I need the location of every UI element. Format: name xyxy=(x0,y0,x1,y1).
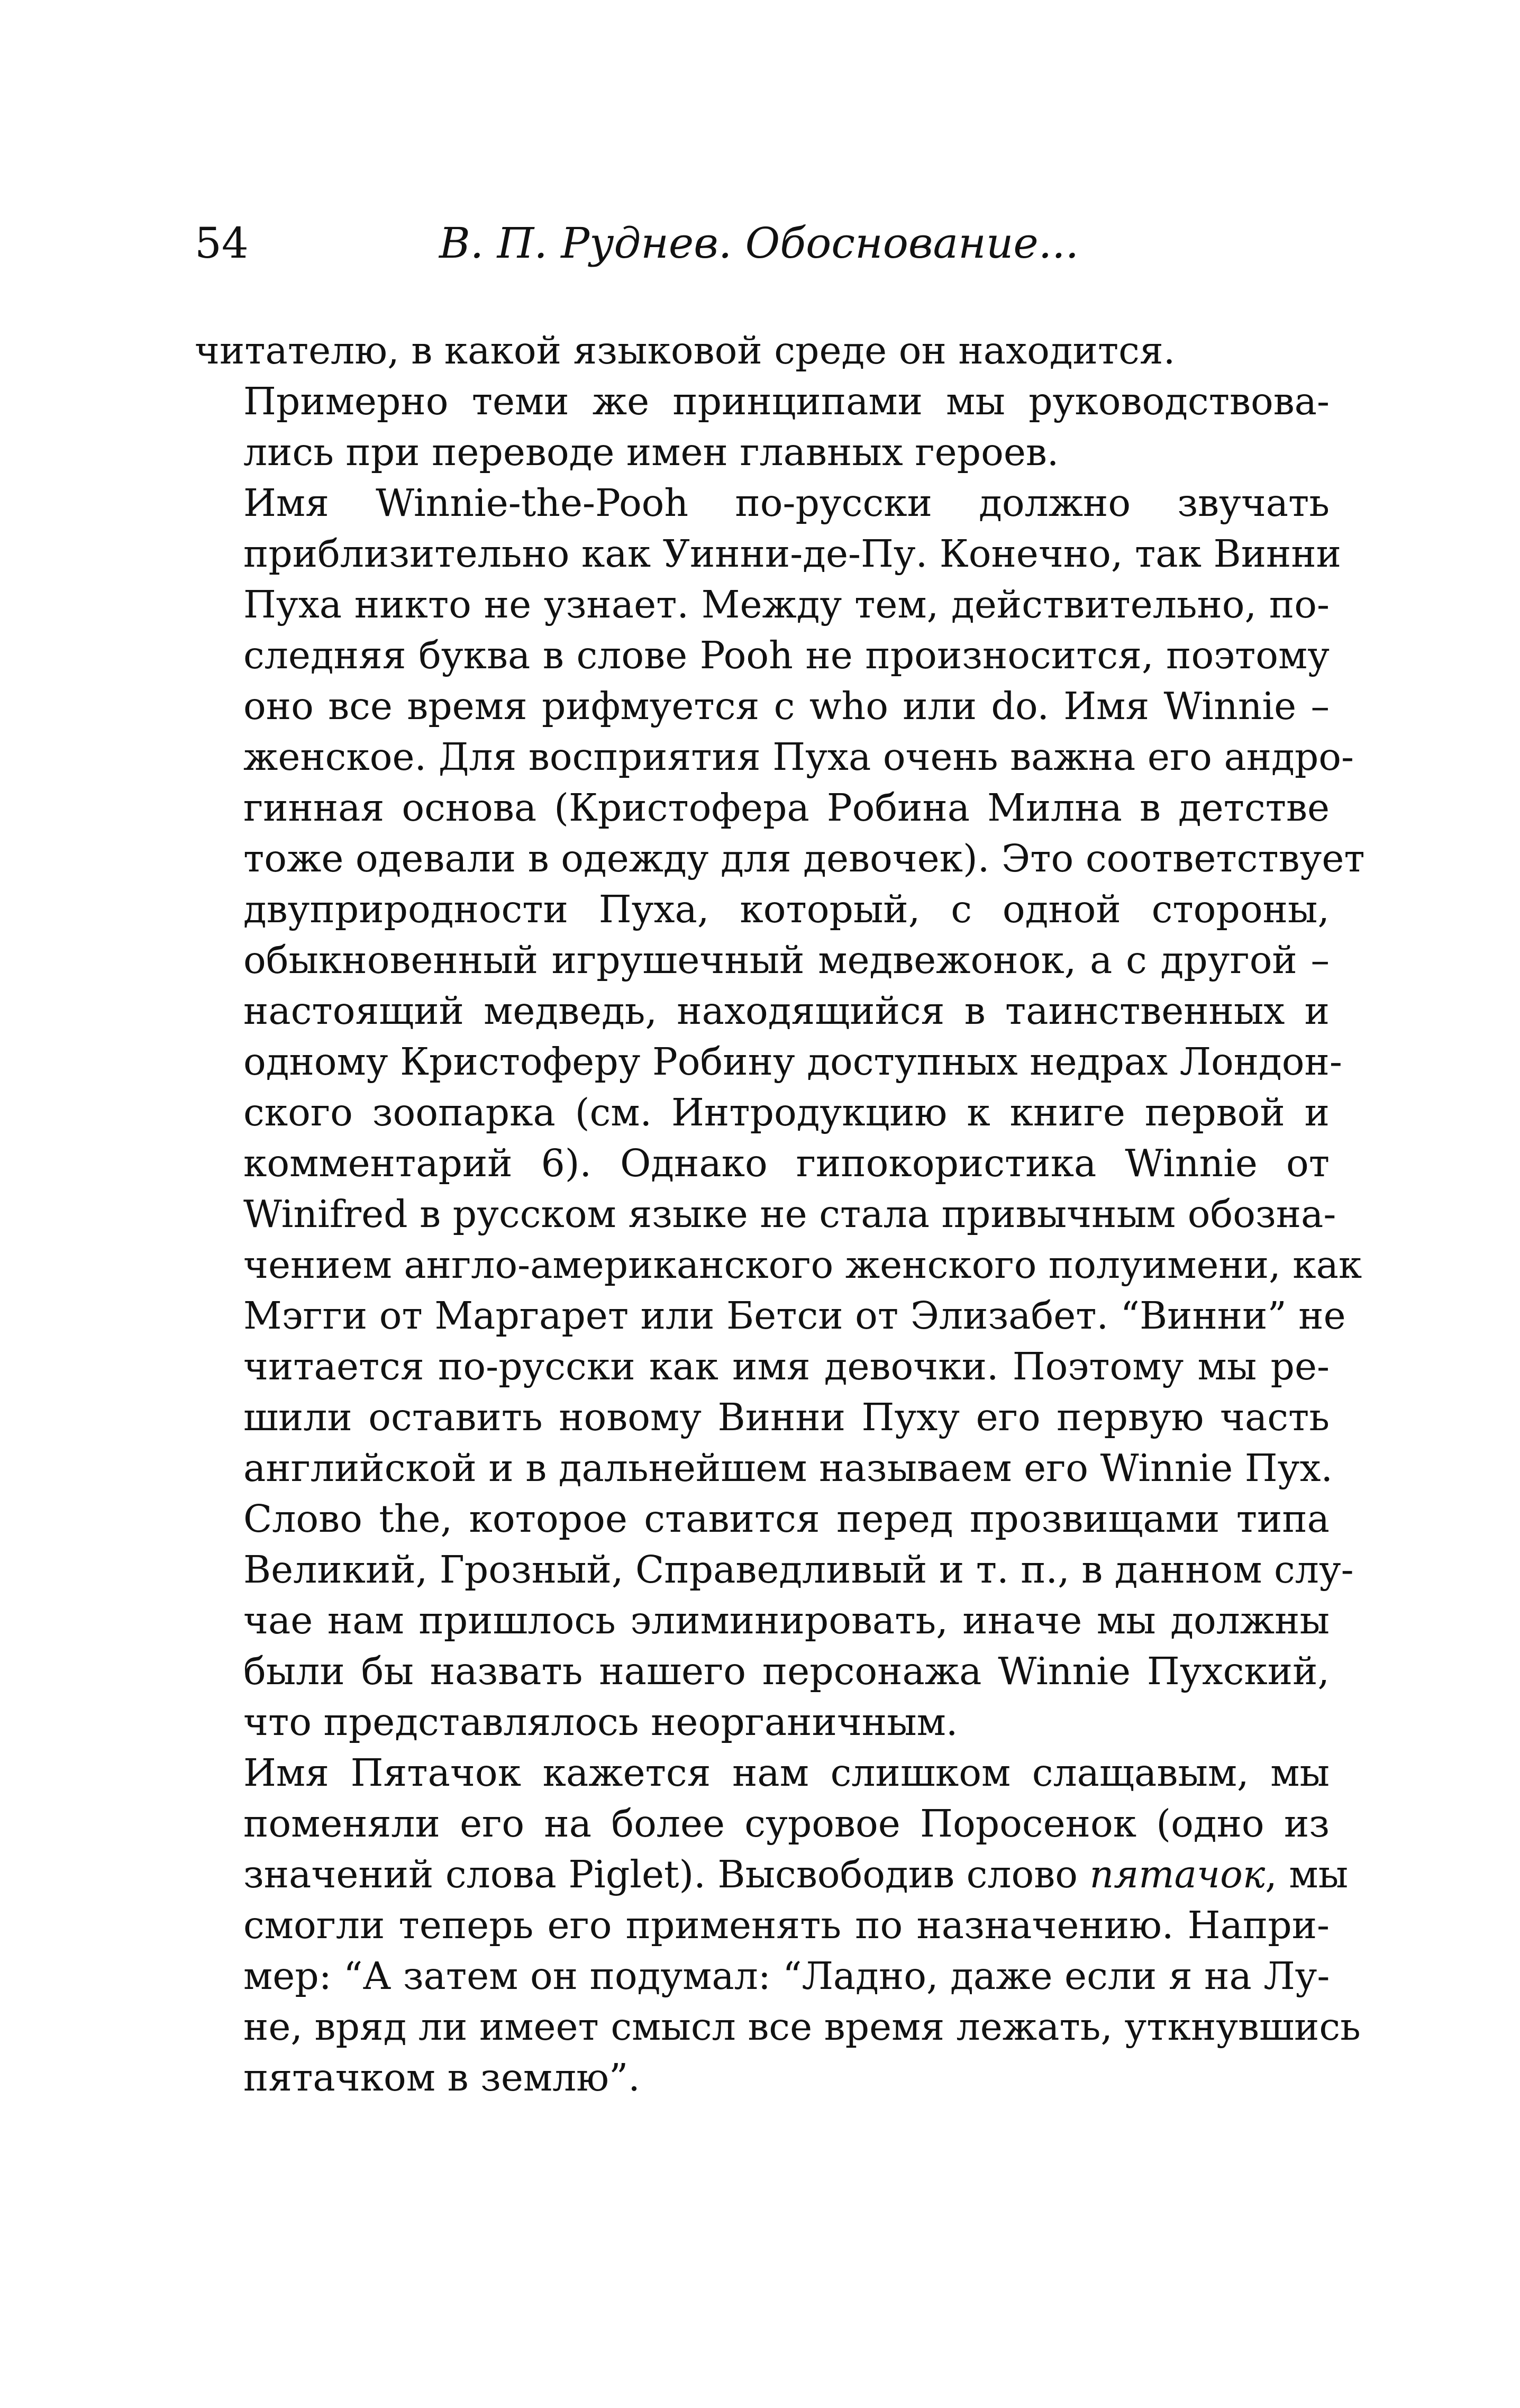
text-line: Слово the, которое ставится перед прозвищами типа xyxy=(243,1497,1330,1541)
text-line: приблизительно как Уинни-де-Пу. Конечно, так Винни xyxy=(243,532,1341,576)
text-line: одному Кристоферу Робину доступных недрах Лондон- xyxy=(243,1040,1342,1084)
text-line: поменяли его на более суровое Поросенок (одно из xyxy=(243,1802,1330,1846)
text-line: двуприродности Пуха, который, с одной стороны, xyxy=(243,887,1330,931)
paragraph-principles xyxy=(195,376,1330,478)
text-line: английской и в дальнейшем называем его Winnie Пух. xyxy=(243,1446,1333,1490)
text-segment: , мы xyxy=(1265,1852,1349,1896)
text-line: комментарий 6). Однако гипокористика Winnie от xyxy=(243,1141,1330,1185)
text-line: гинная основа (Кристофера Робина Милна в детстве xyxy=(243,786,1330,830)
text-line: пятачком в землю”. xyxy=(243,2056,640,2100)
text-line: читается по-русски как имя девочки. Поэтому мы ре- xyxy=(243,1344,1330,1388)
text-line: Winifred в русском языке не стала привычным обозна- xyxy=(243,1192,1336,1236)
text-line: что представлялось неорганичным. xyxy=(243,1700,958,1744)
text-line xyxy=(195,1849,1349,1900)
text-line: мер: “А затем он подумал: “Ладно, даже если я на Лу- xyxy=(243,1954,1330,1998)
text-line: ского зоопарка (см. Интродукцию к книге первой и xyxy=(243,1091,1330,1134)
paragraph-winnie-name xyxy=(195,478,1365,1748)
text-segment: значений слова Piglet). Высвободив слово xyxy=(243,1852,1090,1896)
page-header xyxy=(0,209,1520,283)
text-line: Имя Winnie-the-Pooh по-русски должно звучать xyxy=(243,481,1330,525)
paragraph-continuation xyxy=(195,325,1330,376)
text-line: Примерно теми же принципами мы руководствова- xyxy=(243,379,1330,423)
text-line: не, вряд ли имеет смысл все время лежать, уткнувшись xyxy=(243,2005,1361,2049)
text-line: тоже одевали в одежду для девочек). Это соответствует xyxy=(243,837,1365,880)
text-line: женское. Для восприятия Пуха очень важна его андро- xyxy=(243,735,1354,779)
text-line: чае нам пришлось элиминировать, иначе мы должны xyxy=(243,1598,1330,1642)
text-line: чением англо-американского женского полуимени, как xyxy=(243,1243,1362,1287)
paragraph-piglet-name xyxy=(195,1748,1361,2103)
text-line: настоящий медведь, находящийся в таинственных и xyxy=(243,989,1330,1033)
text-line: оно все время рифмуется с who или do. Имя Winnie – xyxy=(243,684,1330,728)
running-title: В. П. Руднев. Обоснование... xyxy=(439,219,1079,268)
text-line: смогли теперь его применять по назначению. Напри- xyxy=(243,1903,1330,1947)
body-text xyxy=(195,325,1365,2103)
text-line: шили оставить новому Винни Пуху его первую часть xyxy=(243,1395,1330,1439)
text-line: Имя Пятачок кажется нам слишком слащавым, мы xyxy=(243,1751,1330,1795)
text-line: Мэгги от Маргарет или Бетси от Элизабет. “Винни” не xyxy=(243,1294,1346,1338)
text-line: обыкновенный игрушечный медвежонок, а с другой – xyxy=(243,938,1330,982)
text-line: следняя буква в слове Pooh не произносится, поэтому xyxy=(243,633,1330,677)
text-line: Великий, Грозный, Справедливый и т. п., в данном слу- xyxy=(243,1548,1354,1592)
text-line: читателю, в какой языковой среде он находится. xyxy=(195,329,1176,372)
page-number: 54 xyxy=(195,219,249,268)
text-line: были бы назвать нашего персонажа Winnie Пухский, xyxy=(243,1649,1330,1693)
text-line: лись при переводе имен главных героев. xyxy=(243,430,1059,474)
emphasized-word: пятачок xyxy=(1089,1852,1266,1896)
text-line: Пуха никто не узнает. Между тем, действительно, по- xyxy=(243,583,1330,626)
